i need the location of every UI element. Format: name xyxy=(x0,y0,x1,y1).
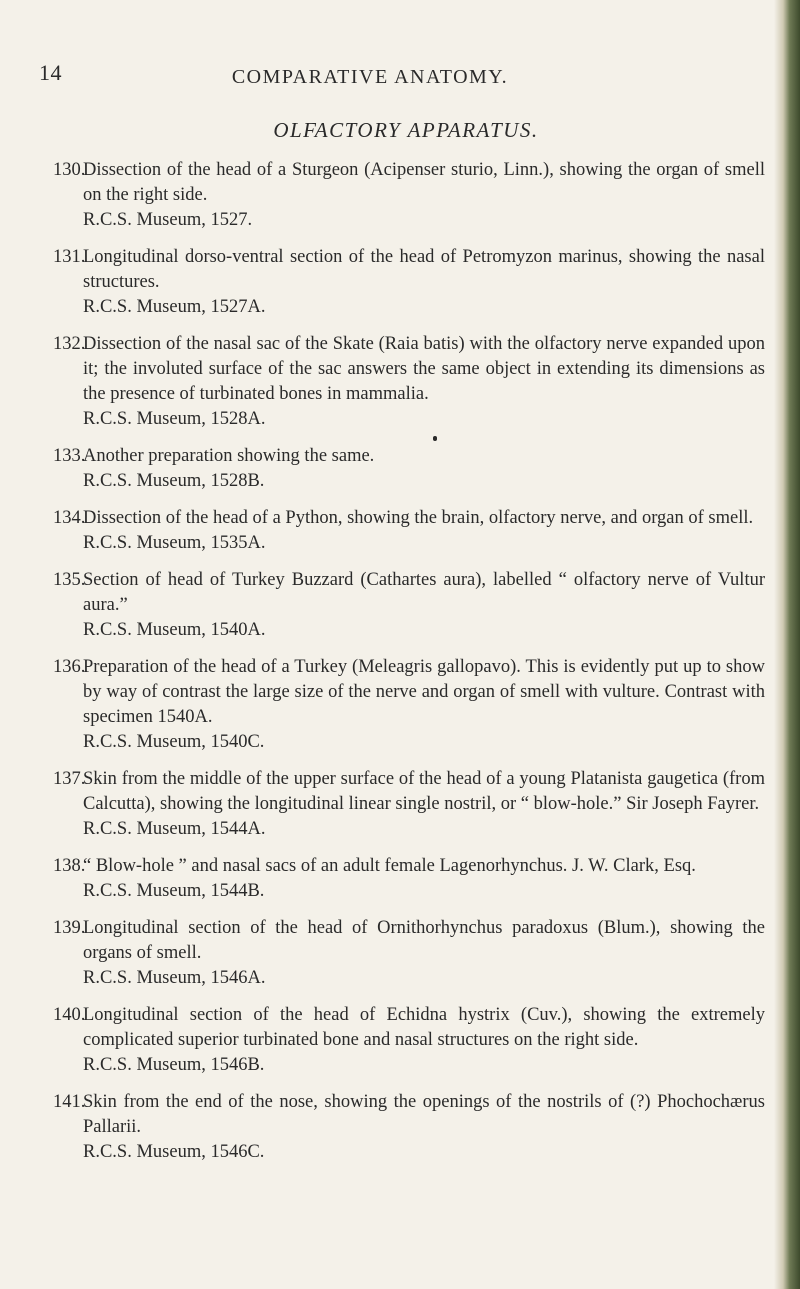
entry-description: Dissection of the head of a Python, showing the brain, olfactory nerve, and organ of smell. xyxy=(83,508,754,528)
catalogue-entry xyxy=(53,568,765,643)
entry-museum-reference: R.C.S. Museum, 1528A. xyxy=(83,409,266,429)
catalogue-entry xyxy=(53,916,765,991)
catalogue-entry xyxy=(53,506,765,556)
entry-number: 130. xyxy=(53,160,86,180)
entry-museum-reference: R.C.S. Museum, 1546B. xyxy=(83,1055,265,1075)
entry-description: Section of head of Turkey Buzzard (Cathartes aura), labelled “ olfactory nerve of Vultur aura.” xyxy=(83,570,765,615)
entry-museum-reference: R.C.S. Museum, 1546C. xyxy=(83,1142,265,1162)
entry-museum-reference: R.C.S. Museum, 1546A. xyxy=(83,968,266,988)
catalogue-entry xyxy=(53,767,765,842)
page-number: 14 xyxy=(39,60,62,85)
entry-museum-reference: R.C.S. Museum, 1527. xyxy=(83,210,253,230)
entry-description: Preparation of the head of a Turkey (Meleagris gallopavo). This is evidently put up to show by way of contrast the large size of the nerve and organ of smell with vulture. Contrast with specimen 1540A. xyxy=(83,657,765,727)
entry-museum-reference: R.C.S. Museum, 1540C. xyxy=(83,732,265,752)
entry-description: Longitudinal dorso-ventral section of the head of Petromyzon marinus, showing the nasal structures. xyxy=(83,247,765,292)
catalogue-entry xyxy=(53,444,765,494)
entry-description: Skin from the end of the nose, showing the openings of the nostrils of (?) Phochochærus Pallarii. xyxy=(83,1092,765,1137)
entry-museum-reference: R.C.S. Museum, 1544A. xyxy=(83,819,266,839)
entry-description: “ Blow-hole ” and nasal sacs of an adult female Lagenorhynchus. J. W. Clark, Esq. xyxy=(83,856,696,876)
catalogue-entry xyxy=(53,1090,765,1165)
catalogue-entry xyxy=(53,158,765,233)
catalogue-entry xyxy=(53,332,765,432)
entry-description: Skin from the middle of the upper surface of the head of a young Platanista gaugetica (from Calcutta), showing the longitudinal linear single nostril, or “ blow-hole.” Sir Joseph Fayrer. xyxy=(83,769,765,814)
ink-speck xyxy=(433,436,437,441)
entry-museum-reference: R.C.S. Museum, 1528B. xyxy=(83,471,265,491)
entry-number: 140. xyxy=(53,1005,86,1025)
entry-description: Longitudinal section of the head of Echidna hystrix (Cuv.), showing the extremely complicated superior turbinated bone and nasal structures on the right side. xyxy=(83,1005,765,1050)
entry-museum-reference: R.C.S. Museum, 1544B. xyxy=(83,881,265,901)
section-title: OLFACTORY APPARATUS. xyxy=(273,118,539,142)
running-head: COMPARATIVE ANATOMY. xyxy=(231,66,509,88)
entry-museum-reference: R.C.S. Museum, 1535A. xyxy=(83,533,266,553)
entry-museum-reference: R.C.S. Museum, 1527A. xyxy=(83,297,266,317)
catalogue-entry xyxy=(53,655,765,755)
page-edge-shadow xyxy=(774,0,800,1289)
catalogue-entry xyxy=(53,1003,765,1078)
entry-number: 141. xyxy=(53,1092,86,1112)
entry-description: Dissection of the nasal sac of the Skate (Raia batis) with the olfactory nerve expanded upon it; the involuted surface of the sac answers the same object in extending its dimensions as the presence of turbinated bones in mammalia. xyxy=(83,334,765,404)
entry-number: 135. xyxy=(53,570,86,590)
entry-number: 139. xyxy=(53,918,86,938)
entry-description: Longitudinal section of the head of Ornithorhynchus paradoxus (Blum.), showing the organs of smell. xyxy=(83,918,765,963)
entry-number: 137. xyxy=(53,769,86,789)
entry-number: 134. xyxy=(53,508,86,528)
entry-number: 132. xyxy=(53,334,86,354)
entry-description: Another preparation showing the same. xyxy=(83,446,375,466)
entry-number: 138. xyxy=(53,856,86,876)
entry-number: 131. xyxy=(53,247,86,267)
catalogue-entry xyxy=(53,854,765,904)
entry-description: Dissection of the head of a Sturgeon (Acipenser sturio, Linn.), showing the organ of smell on the right side. xyxy=(83,160,765,205)
entry-number: 136. xyxy=(53,657,86,677)
entry-museum-reference: R.C.S. Museum, 1540A. xyxy=(83,620,266,640)
catalogue-entry xyxy=(53,245,765,320)
catalogue-entries xyxy=(53,158,765,1177)
entry-number: 133. xyxy=(53,446,86,466)
